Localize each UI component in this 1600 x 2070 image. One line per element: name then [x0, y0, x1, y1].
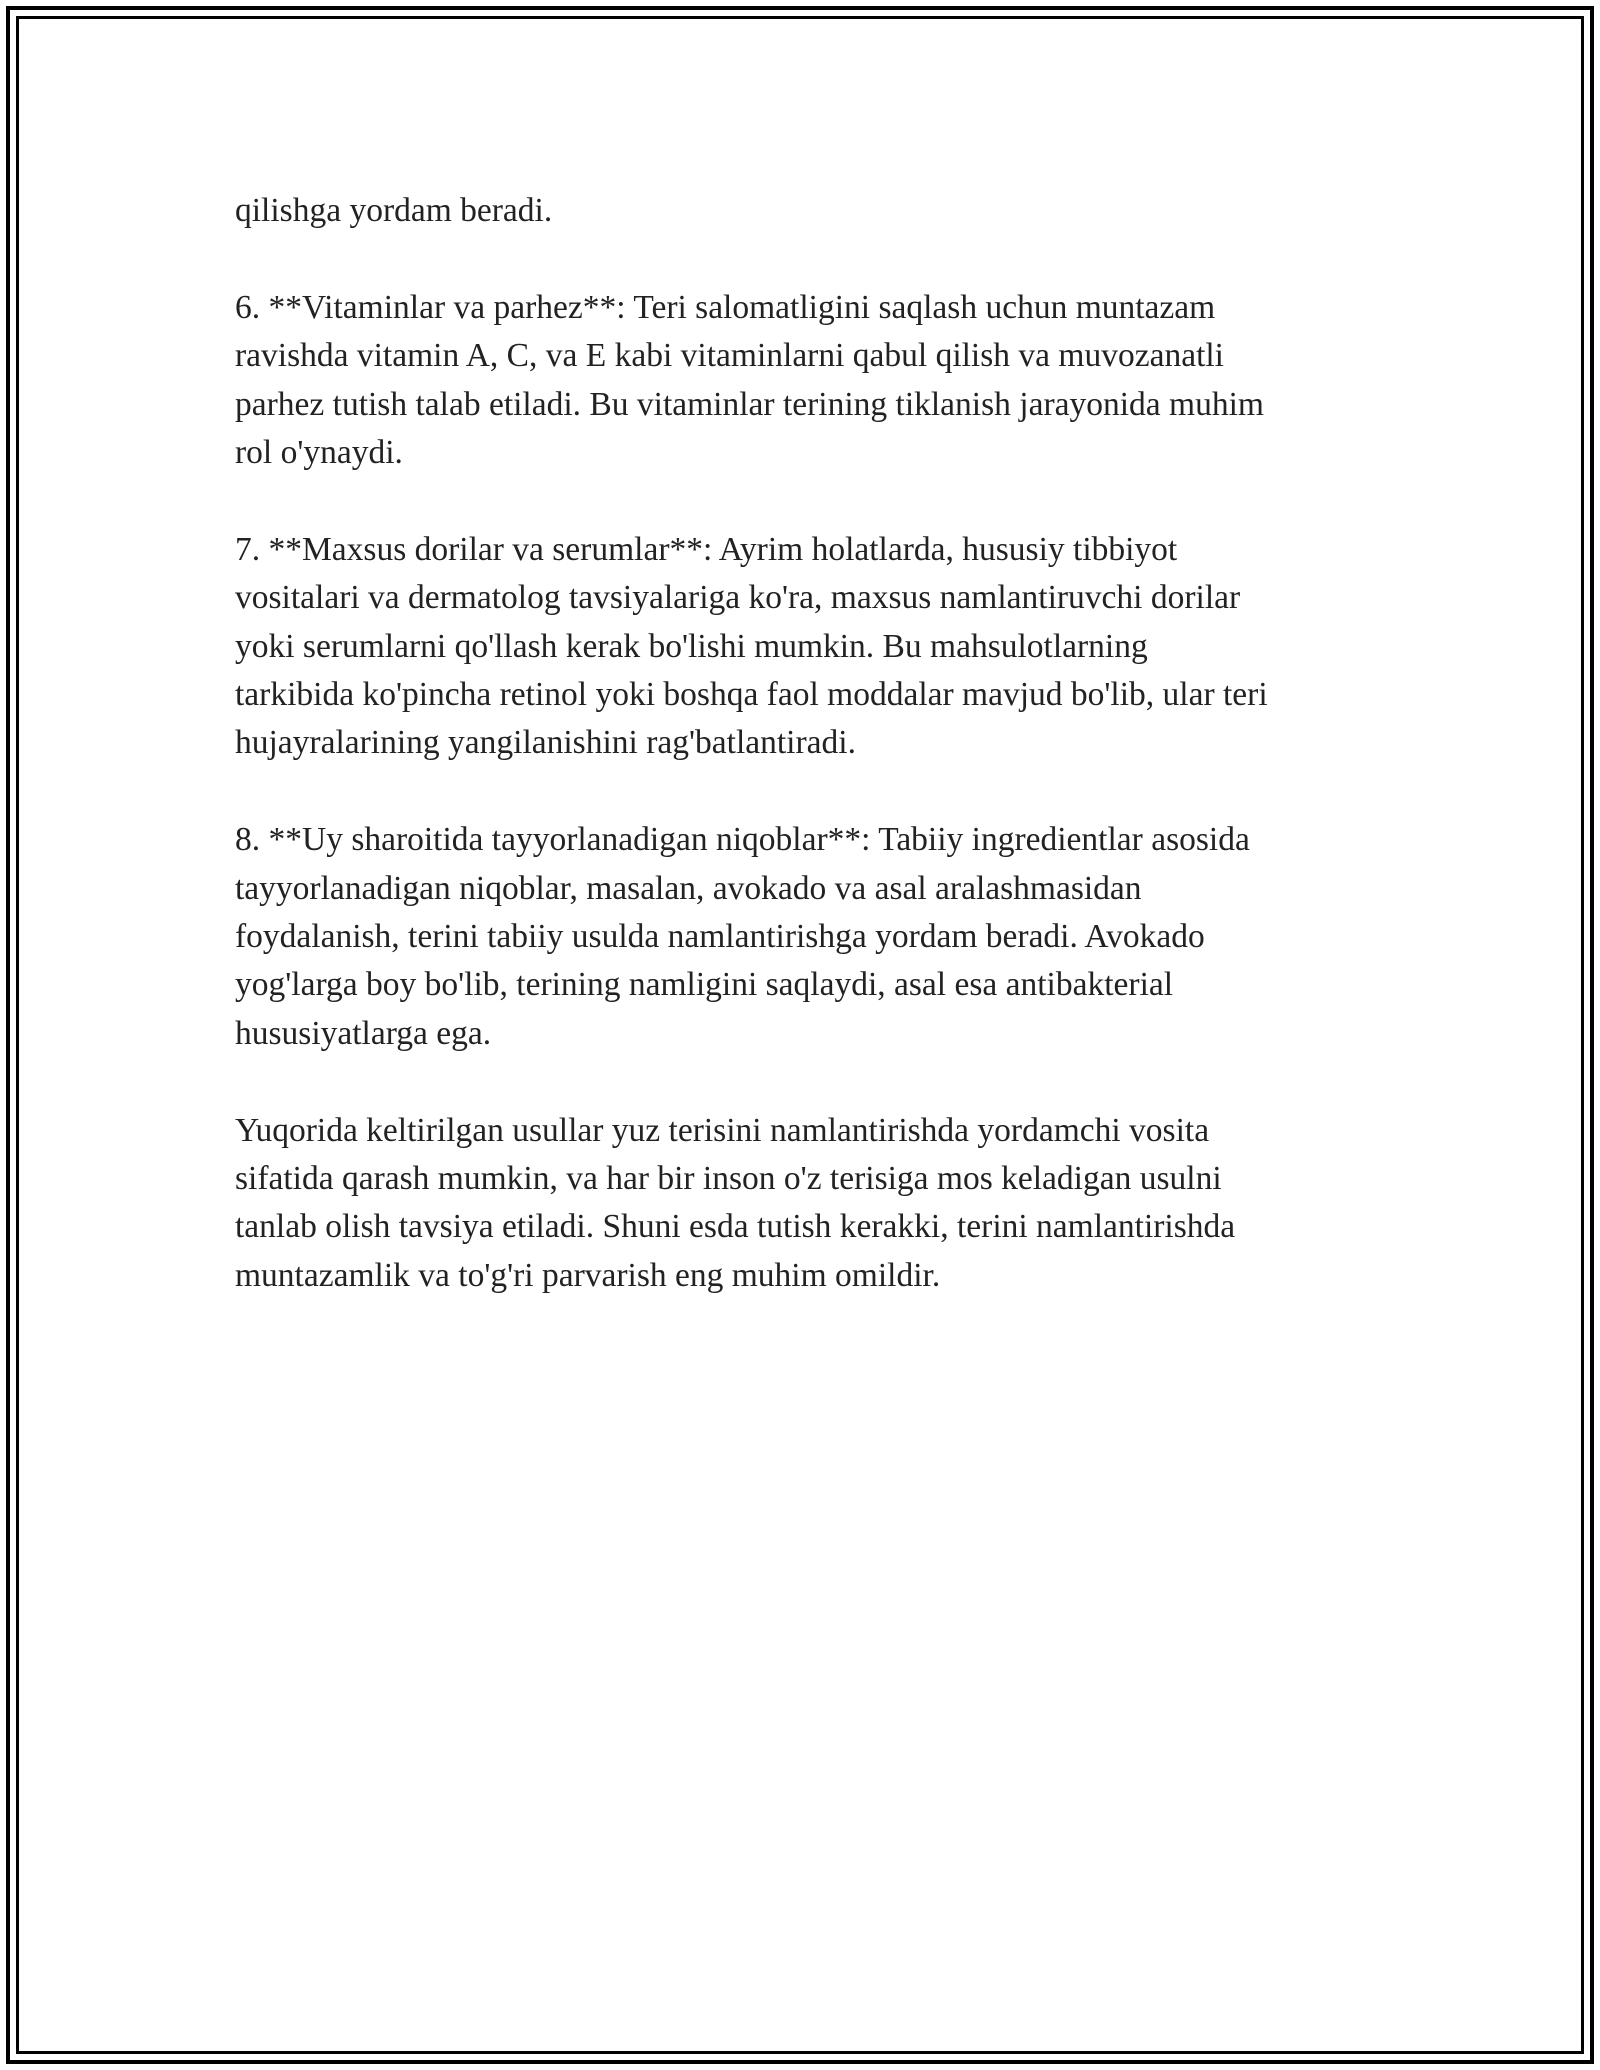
paragraph-conclusion: Yuqorida keltirilgan usullar yuz terisini namlantirishda yordamchi vosita sifatida qarash mumkin, va har bir inson o'z terisiga mos keladigan usulni tanlab olish tavsiya etiladi. Shuni esda tutish kerakki, terini namlantirishda muntazamlik va to'g'ri parvarish eng muhim omildir. [235, 1111, 1236, 1294]
paragraph-item-7-serums: 7. **Maxsus dorilar va serumlar**: Ayrim holatlarda, hususiy tibbiyot vositalari va dermatolog tavsiyalariga ko'ra, maxsus namlantiruvchi dorilar yoki serumlarni qo'llash kerak bo'lishi mumkin. Bu mahsulotlarning tarkibida ko'pincha retinol yoki boshqa faol moddalar mavjud bo'lib, ular teri hujayralarining yangilanishini rag'batlantiradi. [235, 530, 1268, 762]
document-body [235, 187, 1385, 1349]
paragraph-item-8-masks: 8. **Uy sharoitida tayyorlanadigan niqoblar**: Tabiiy ingredientlar asosida tayyorlanadigan niqoblar, masalan, avokado va asal aralashmasidan foydalanish, terini tabiiy usulda namlantirishga yordam beradi. Avokado yog'larga boy bo'lib, terining namligini saqlaydi, asal esa antibakterial hususiyatlarga ega. [235, 821, 1250, 1052]
paragraph-continuation: qilishga yordam beradi. [235, 192, 553, 229]
paragraph-item-6-vitamins: 6. **Vitaminlar va parhez**: Teri salomatligini saqlash uchun muntazam ravishda vitamin A, C, va E kabi vitaminlarni qabul qilish va muvozanatli parhez tutish talab etiladi. Bu vitaminlar terining tiklanish jarayonida muhim rol o'ynaydi. [235, 288, 1264, 472]
